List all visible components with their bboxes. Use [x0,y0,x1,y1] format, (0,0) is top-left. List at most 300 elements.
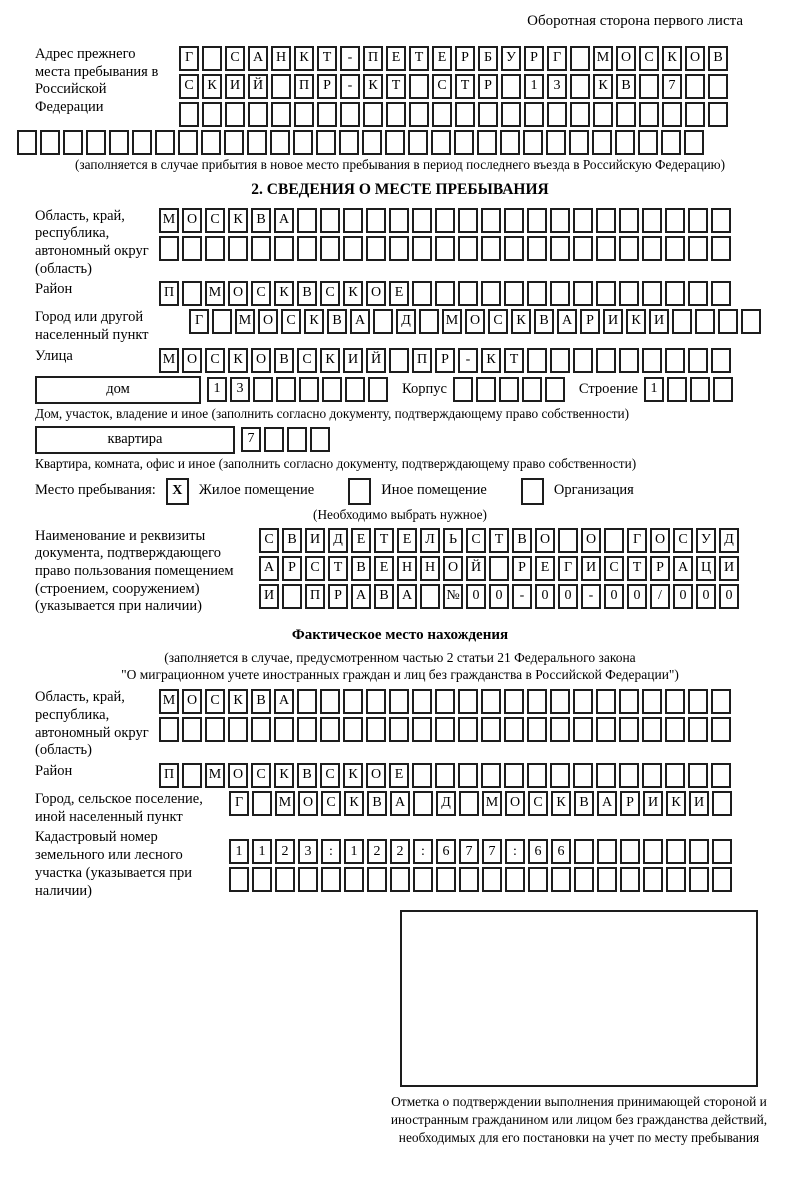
char-box[interactable]: 1 [524,74,544,99]
char-box[interactable]: В [351,556,371,581]
char-box[interactable]: 1 [344,839,364,864]
char-box[interactable] [478,102,498,127]
char-box[interactable] [366,236,386,261]
char-box[interactable]: М [275,791,295,816]
char-box[interactable]: № [443,584,463,609]
char-box[interactable] [620,867,640,892]
char-box[interactable]: А [248,46,268,71]
char-box[interactable] [366,717,386,742]
char-box[interactable]: О [535,528,555,553]
char-box[interactable]: 0 [719,584,739,609]
char-box[interactable] [550,763,570,788]
char-box[interactable] [616,102,636,127]
char-box[interactable] [639,102,659,127]
char-box[interactable]: Т [627,556,647,581]
char-box[interactable]: 2 [390,839,410,864]
char-box[interactable] [665,208,685,233]
char-box[interactable] [574,839,594,864]
char-box[interactable] [504,717,524,742]
char-box[interactable]: М [205,763,225,788]
char-box[interactable] [320,236,340,261]
char-box[interactable] [689,867,709,892]
char-box[interactable]: 1 [644,377,664,402]
char-box[interactable] [688,348,708,373]
char-box[interactable] [643,839,663,864]
char-box[interactable] [573,348,593,373]
char-box[interactable] [274,236,294,261]
char-box[interactable] [339,130,359,155]
char-box[interactable]: Г [627,528,647,553]
char-box[interactable]: Д [436,791,456,816]
char-box[interactable] [40,130,60,155]
char-box[interactable]: Р [512,556,532,581]
char-box[interactable]: К [662,46,682,71]
char-box[interactable] [299,377,319,402]
char-box[interactable] [373,309,393,334]
char-box[interactable]: О [443,556,463,581]
char-box[interactable] [711,717,731,742]
char-box[interactable]: 7 [482,839,502,864]
char-box[interactable] [389,348,409,373]
char-box[interactable] [642,281,662,306]
char-box[interactable] [316,130,336,155]
char-box[interactable]: А [350,309,370,334]
char-box[interactable]: С [673,528,693,553]
char-box[interactable]: Г [189,309,209,334]
char-box[interactable]: А [673,556,693,581]
char-box[interactable] [322,377,342,402]
char-box[interactable]: М [159,208,179,233]
char-box[interactable] [501,102,521,127]
char-box[interactable]: Д [719,528,739,553]
char-box[interactable]: С [179,74,199,99]
char-box[interactable] [481,236,501,261]
char-box[interactable]: Д [328,528,348,553]
char-box[interactable]: Т [386,74,406,99]
char-box[interactable]: К [304,309,324,334]
char-box[interactable] [569,130,589,155]
char-box[interactable]: Н [271,46,291,71]
char-box[interactable]: М [159,348,179,373]
char-box[interactable] [504,763,524,788]
char-box[interactable]: 7 [459,839,479,864]
char-box[interactable] [597,867,617,892]
char-box[interactable] [688,689,708,714]
char-box[interactable] [455,102,475,127]
char-box[interactable]: С [639,46,659,71]
char-box[interactable] [547,102,567,127]
char-box[interactable] [274,717,294,742]
char-box[interactable] [459,791,479,816]
char-box[interactable] [685,102,705,127]
char-box[interactable]: В [574,791,594,816]
char-box[interactable]: Т [317,46,337,71]
char-box[interactable] [202,46,222,71]
char-box[interactable]: 3 [230,377,250,402]
char-box[interactable] [662,102,682,127]
char-box[interactable]: О [366,763,386,788]
char-box[interactable] [320,208,340,233]
char-box[interactable]: К [228,348,248,373]
char-box[interactable] [63,130,83,155]
char-box[interactable]: Т [504,348,524,373]
char-box[interactable]: С [205,208,225,233]
char-box[interactable] [666,867,686,892]
char-box[interactable]: Е [389,763,409,788]
char-box[interactable] [642,208,662,233]
char-box[interactable] [389,689,409,714]
char-box[interactable] [596,236,616,261]
char-box[interactable] [343,208,363,233]
char-box[interactable]: 1 [229,839,249,864]
char-box[interactable] [527,236,547,261]
char-box[interactable] [665,763,685,788]
char-box[interactable] [688,717,708,742]
char-box[interactable] [665,281,685,306]
char-box[interactable] [688,281,708,306]
char-box[interactable]: Й [366,348,386,373]
char-box[interactable]: П [159,763,179,788]
char-box[interactable] [505,867,525,892]
char-box[interactable]: П [294,74,314,99]
char-box[interactable] [458,689,478,714]
char-box[interactable]: М [593,46,613,71]
char-box[interactable]: В [512,528,532,553]
char-box[interactable]: У [696,528,716,553]
char-box[interactable] [596,281,616,306]
char-box[interactable]: Й [248,74,268,99]
char-box[interactable] [297,689,317,714]
char-box[interactable] [619,281,639,306]
char-box[interactable] [550,281,570,306]
char-box[interactable] [132,130,152,155]
char-box[interactable] [570,74,590,99]
char-box[interactable]: 2 [275,839,295,864]
char-box[interactable]: В [374,584,394,609]
char-box[interactable] [712,839,732,864]
char-box[interactable] [527,763,547,788]
char-box[interactable] [672,309,692,334]
char-box[interactable] [689,839,709,864]
char-box[interactable] [688,208,708,233]
char-box[interactable] [297,717,317,742]
char-box[interactable]: Т [489,528,509,553]
char-box[interactable] [661,130,681,155]
char-box[interactable] [345,377,365,402]
char-box[interactable] [458,281,478,306]
checkbox-inoe[interactable] [348,478,371,505]
char-box[interactable]: В [616,74,636,99]
char-box[interactable]: С [251,763,271,788]
char-box[interactable] [690,377,710,402]
char-box[interactable]: В [534,309,554,334]
char-box[interactable] [17,130,37,155]
char-box[interactable]: Р [580,309,600,334]
char-box[interactable] [711,208,731,233]
char-box[interactable] [276,377,296,402]
char-box[interactable]: М [205,281,225,306]
char-box[interactable]: О [465,309,485,334]
char-box[interactable]: О [182,208,202,233]
char-box[interactable]: Г [179,46,199,71]
char-box[interactable] [604,528,624,553]
char-box[interactable]: И [225,74,245,99]
char-box[interactable] [504,689,524,714]
char-box[interactable] [481,763,501,788]
char-box[interactable] [685,74,705,99]
char-box[interactable] [712,867,732,892]
char-box[interactable] [251,717,271,742]
char-box[interactable]: Г [547,46,567,71]
char-box[interactable]: Е [389,281,409,306]
char-box[interactable]: Л [420,528,440,553]
char-box[interactable]: О [581,528,601,553]
char-box[interactable]: Б [478,46,498,71]
char-box[interactable] [224,130,244,155]
char-box[interactable]: В [297,281,317,306]
char-box[interactable] [287,427,307,452]
char-box[interactable]: С [320,763,340,788]
char-box[interactable]: К [228,208,248,233]
char-box[interactable] [368,377,388,402]
char-box[interactable]: 0 [627,584,647,609]
char-box[interactable] [413,791,433,816]
char-box[interactable] [642,763,662,788]
char-box[interactable] [389,208,409,233]
char-box[interactable] [711,763,731,788]
char-box[interactable]: С [528,791,548,816]
char-box[interactable] [362,130,382,155]
char-box[interactable]: К [202,74,222,99]
char-box[interactable]: Д [396,309,416,334]
char-box[interactable] [499,377,519,402]
char-box[interactable]: : [505,839,525,864]
char-box[interactable] [550,689,570,714]
char-box[interactable] [550,236,570,261]
char-box[interactable] [182,236,202,261]
char-box[interactable] [386,102,406,127]
char-box[interactable]: М [159,689,179,714]
char-box[interactable] [367,867,387,892]
char-box[interactable]: Р [455,46,475,71]
char-box[interactable] [695,309,715,334]
char-box[interactable]: Ц [696,556,716,581]
char-box[interactable] [458,763,478,788]
char-box[interactable] [86,130,106,155]
char-box[interactable]: - [340,74,360,99]
char-box[interactable]: М [442,309,462,334]
char-box[interactable] [558,528,578,553]
char-box[interactable] [642,348,662,373]
char-box[interactable] [343,236,363,261]
char-box[interactable]: 0 [604,584,624,609]
char-box[interactable] [711,348,731,373]
char-box[interactable] [615,130,635,155]
char-box[interactable] [500,130,520,155]
char-box[interactable] [297,208,317,233]
char-box[interactable]: Р [620,791,640,816]
char-box[interactable] [205,717,225,742]
char-box[interactable]: И [643,791,663,816]
char-box[interactable] [252,791,272,816]
char-box[interactable] [458,236,478,261]
char-box[interactable] [228,717,248,742]
char-box[interactable]: С [225,46,245,71]
char-box[interactable] [596,763,616,788]
char-box[interactable]: С [305,556,325,581]
char-box[interactable] [155,130,175,155]
char-box[interactable]: И [689,791,709,816]
char-box[interactable]: А [397,584,417,609]
char-box[interactable] [688,763,708,788]
char-box[interactable] [713,377,733,402]
char-box[interactable] [642,717,662,742]
char-box[interactable] [178,130,198,155]
char-box[interactable]: 0 [696,584,716,609]
char-box[interactable]: С [205,348,225,373]
char-box[interactable]: 1 [207,377,227,402]
char-box[interactable] [248,102,268,127]
char-box[interactable] [684,130,704,155]
char-box[interactable] [688,236,708,261]
char-box[interactable] [182,763,202,788]
char-box[interactable]: 6 [528,839,548,864]
char-box[interactable] [501,74,521,99]
char-box[interactable]: В [251,689,271,714]
char-box[interactable]: О [298,791,318,816]
char-box[interactable]: Е [351,528,371,553]
char-box[interactable] [619,763,639,788]
char-box[interactable] [179,102,199,127]
char-box[interactable]: Т [409,46,429,71]
char-box[interactable]: И [259,584,279,609]
char-box[interactable] [212,309,232,334]
char-box[interactable] [642,236,662,261]
char-box[interactable] [298,867,318,892]
char-box[interactable]: О [616,46,636,71]
char-box[interactable]: Т [455,74,475,99]
char-box[interactable]: Е [432,46,452,71]
char-box[interactable] [435,281,455,306]
char-box[interactable]: Т [374,528,394,553]
char-box[interactable]: О [182,348,202,373]
char-box[interactable]: К [228,689,248,714]
char-box[interactable] [619,689,639,714]
char-box[interactable] [596,208,616,233]
char-box[interactable]: О [182,689,202,714]
char-box[interactable]: К [294,46,314,71]
char-box[interactable]: Р [650,556,670,581]
char-box[interactable] [596,717,616,742]
char-box[interactable] [527,689,547,714]
char-box[interactable] [419,309,439,334]
char-box[interactable]: Р [328,584,348,609]
char-box[interactable]: К [481,348,501,373]
char-box[interactable]: В [251,208,271,233]
char-box[interactable] [573,236,593,261]
char-box[interactable] [109,130,129,155]
char-box[interactable]: О [228,763,248,788]
char-box[interactable]: С [321,791,341,816]
char-box[interactable] [363,102,383,127]
char-box[interactable] [643,867,663,892]
char-box[interactable]: О [228,281,248,306]
char-box[interactable] [570,46,590,71]
char-box[interactable] [665,717,685,742]
char-box[interactable] [271,102,291,127]
char-box[interactable]: В [297,763,317,788]
char-box[interactable] [638,130,658,155]
char-box[interactable] [412,208,432,233]
char-box[interactable] [435,208,455,233]
char-box[interactable]: Г [229,791,249,816]
char-box[interactable] [550,717,570,742]
char-box[interactable]: 7 [662,74,682,99]
checkbox-zhiloe[interactable]: X [166,478,189,505]
char-box[interactable]: О [258,309,278,334]
char-box[interactable]: А [351,584,371,609]
char-box[interactable]: Т [328,556,348,581]
char-box[interactable] [522,377,542,402]
char-box[interactable] [228,236,248,261]
char-box[interactable]: А [597,791,617,816]
char-box[interactable] [666,839,686,864]
char-box[interactable]: А [259,556,279,581]
char-box[interactable] [343,717,363,742]
char-box[interactable] [504,236,524,261]
char-box[interactable]: У [501,46,521,71]
char-box[interactable]: 6 [436,839,456,864]
char-box[interactable] [459,867,479,892]
char-box[interactable] [573,281,593,306]
char-box[interactable] [619,208,639,233]
char-box[interactable] [458,717,478,742]
char-box[interactable] [570,102,590,127]
char-box[interactable]: К [363,74,383,99]
char-box[interactable]: 0 [558,584,578,609]
char-box[interactable]: С [259,528,279,553]
char-box[interactable]: К [274,281,294,306]
char-box[interactable] [182,281,202,306]
char-box[interactable]: - [458,348,478,373]
char-box[interactable]: 1 [252,839,272,864]
char-box[interactable]: 7 [241,427,261,452]
char-box[interactable] [596,348,616,373]
char-box[interactable]: К [551,791,571,816]
char-box[interactable] [708,74,728,99]
char-box[interactable]: К [344,791,364,816]
char-box[interactable] [320,689,340,714]
char-box[interactable] [225,102,245,127]
char-box[interactable] [317,102,337,127]
char-box[interactable] [619,236,639,261]
char-box[interactable] [551,867,571,892]
char-box[interactable] [528,867,548,892]
char-box[interactable] [458,208,478,233]
char-box[interactable] [159,236,179,261]
char-box[interactable] [409,102,429,127]
char-box[interactable] [573,717,593,742]
char-box[interactable] [619,348,639,373]
char-box[interactable]: Р [524,46,544,71]
char-box[interactable] [504,281,524,306]
char-box[interactable] [718,309,738,334]
char-box[interactable]: К [320,348,340,373]
char-box[interactable]: Н [397,556,417,581]
char-box[interactable] [201,130,221,155]
char-box[interactable]: Й [466,556,486,581]
char-box[interactable] [385,130,405,155]
